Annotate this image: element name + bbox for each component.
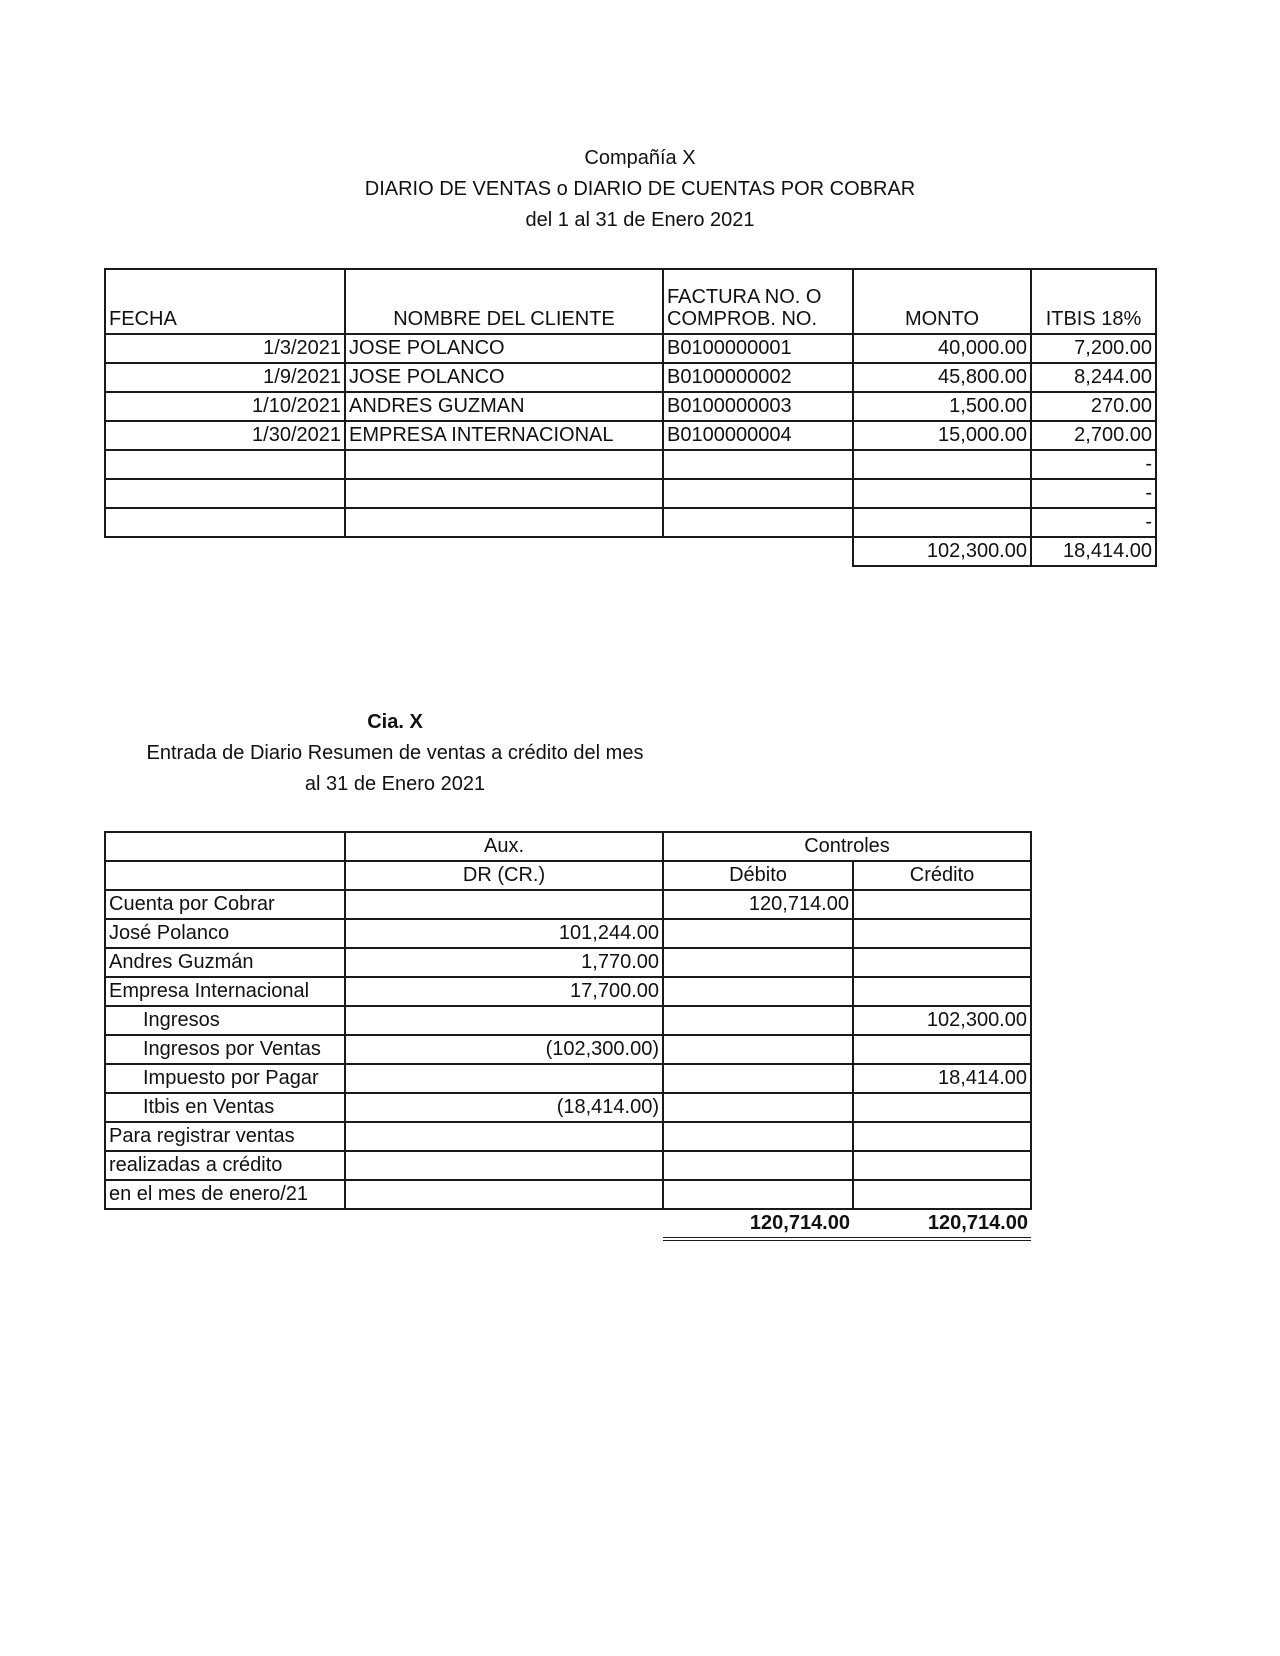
table-row (105, 1093, 1031, 1122)
report1-title: DIARIO DE VENTAS o DIARIO DE CUENTAS POR COBRAR (364, 178, 916, 200)
cell-itbis: 7,200.00 (1031, 334, 1156, 363)
col-header-factura (663, 269, 853, 334)
table-row (105, 421, 1156, 450)
table-row (105, 1122, 1031, 1151)
table-row (105, 1006, 1031, 1035)
cell-monto: 15,000.00 (853, 421, 1031, 450)
cell-debito (663, 919, 853, 948)
cell-cuenta: Ingresos por Ventas (105, 1035, 345, 1064)
sales-totals-row (105, 537, 1156, 566)
cell-credito: 102,300.00 (853, 1006, 1031, 1035)
cell-fecha (105, 508, 345, 537)
cell-aux: 17,700.00 (345, 977, 663, 1006)
cell-cuenta: Cuenta por Cobrar (105, 890, 345, 919)
cell-credito (853, 1093, 1031, 1122)
cell-credito (853, 1035, 1031, 1064)
cell-factura (663, 508, 853, 537)
cell-credito (853, 890, 1031, 919)
cell-itbis: 2,700.00 (1031, 421, 1156, 450)
col-header-factura-line2: COMPROB. NO. (667, 308, 818, 330)
cell-debito (663, 1151, 853, 1180)
cell-fecha: 1/9/2021 (105, 363, 345, 392)
cell-itbis: - (1031, 450, 1156, 479)
col-header-controles: Controles (663, 832, 1031, 861)
report1-period: del 1 al 31 de Enero 2021 (525, 209, 755, 231)
cell-credito (853, 1122, 1031, 1151)
cell-aux (345, 1064, 663, 1093)
cell-cuenta: José Polanco (105, 919, 345, 948)
cell-credito: 18,414.00 (853, 1064, 1031, 1093)
cell-cuenta: Para registrar ventas (105, 1122, 345, 1151)
cell-credito (853, 948, 1031, 977)
table-row (105, 1180, 1031, 1209)
table-row (105, 1151, 1031, 1180)
col-header-itbis: ITBIS 18% (1031, 269, 1156, 334)
cell-fecha (105, 450, 345, 479)
cell-cuenta: Ingresos (105, 1006, 345, 1035)
cell-cuenta: Andres Guzmán (105, 948, 345, 977)
table-row (105, 363, 1156, 392)
col-header-dr-cr: DR (CR.) (345, 861, 663, 890)
cell-cliente: JOSE POLANCO (345, 334, 663, 363)
table-row (105, 450, 1156, 479)
cell-monto (853, 450, 1031, 479)
totals-spacer (105, 1209, 663, 1239)
cell-aux: 101,244.00 (345, 919, 663, 948)
cell-cliente: EMPRESA INTERNACIONAL (345, 421, 663, 450)
total-credito: 120,714.00 (853, 1209, 1031, 1239)
col-header-factura-line1: FACTURA NO. O (667, 286, 822, 308)
cell-credito (853, 919, 1031, 948)
cell-monto: 45,800.00 (853, 363, 1031, 392)
table-row (105, 508, 1156, 537)
cell-debito (663, 1006, 853, 1035)
cell-cuenta: Itbis en Ventas (105, 1093, 345, 1122)
cell-cuenta: Impuesto por Pagar (105, 1064, 345, 1093)
cell-monto: 1,500.00 (853, 392, 1031, 421)
cell-monto: 40,000.00 (853, 334, 1031, 363)
cell-debito: 120,714.00 (663, 890, 853, 919)
cell-aux: (102,300.00) (345, 1035, 663, 1064)
cell-factura (663, 450, 853, 479)
summary-header-row-2 (105, 861, 1031, 890)
report2-period: al 31 de Enero 2021 (304, 773, 486, 795)
col-header-fecha: FECHA (105, 269, 345, 334)
cell-aux (345, 1151, 663, 1180)
cell-itbis: - (1031, 479, 1156, 508)
cell-debito (663, 1180, 853, 1209)
cell-credito (853, 977, 1031, 1006)
cell-fecha: 1/3/2021 (105, 334, 345, 363)
cell-aux (345, 1006, 663, 1035)
cell-debito (663, 1122, 853, 1151)
total-itbis: 18,414.00 (1031, 537, 1156, 566)
sales-journal-table (104, 268, 1157, 567)
report2-company: Cia. X (367, 711, 423, 733)
cell-aux (345, 1122, 663, 1151)
cell-aux (345, 890, 663, 919)
cell-itbis: 270.00 (1031, 392, 1156, 421)
cell-fecha (105, 479, 345, 508)
cell-cuenta: Empresa Internacional (105, 977, 345, 1006)
cell-aux: 1,770.00 (345, 948, 663, 977)
report1-company: Compañía X (584, 147, 696, 169)
table-row (105, 919, 1031, 948)
cell-aux (345, 1180, 663, 1209)
summary-journal-table (104, 831, 1032, 1241)
table-row (105, 392, 1156, 421)
table-row (105, 977, 1031, 1006)
totals-spacer (105, 537, 853, 566)
table-row (105, 1035, 1031, 1064)
sales-header-row (105, 269, 1156, 334)
cell-aux: (18,414.00) (345, 1093, 663, 1122)
cell-credito (853, 1151, 1031, 1180)
cell-debito (663, 1064, 853, 1093)
cell-fecha: 1/10/2021 (105, 392, 345, 421)
col-header-aux: Aux. (345, 832, 663, 861)
cell-credito (853, 1180, 1031, 1209)
header-blank-cell (105, 832, 345, 861)
table-row (105, 1064, 1031, 1093)
total-debito: 120,714.00 (663, 1209, 853, 1239)
cell-cliente: ANDRES GUZMAN (345, 392, 663, 421)
cell-monto (853, 508, 1031, 537)
cell-debito (663, 977, 853, 1006)
summary-header-row-1 (105, 832, 1031, 861)
cell-itbis: 8,244.00 (1031, 363, 1156, 392)
cell-debito (663, 1035, 853, 1064)
total-monto: 102,300.00 (853, 537, 1031, 566)
cell-factura: B0100000001 (663, 334, 853, 363)
table-row (105, 948, 1031, 977)
cell-itbis: - (1031, 508, 1156, 537)
cell-factura (663, 479, 853, 508)
cell-factura: B0100000003 (663, 392, 853, 421)
col-header-debito: Débito (663, 861, 853, 890)
cell-monto (853, 479, 1031, 508)
report2-title: Entrada de Diario Resumen de ventas a crédito del mes (146, 742, 644, 764)
cell-cliente (345, 479, 663, 508)
cell-cliente: JOSE POLANCO (345, 363, 663, 392)
cell-factura: B0100000002 (663, 363, 853, 392)
cell-factura: B0100000004 (663, 421, 853, 450)
col-header-cliente: NOMBRE DEL CLIENTE (345, 269, 663, 334)
col-header-credito: Crédito (853, 861, 1031, 890)
table-row (105, 334, 1156, 363)
col-header-monto: MONTO (853, 269, 1031, 334)
cell-debito (663, 1093, 853, 1122)
cell-fecha: 1/30/2021 (105, 421, 345, 450)
cell-debito (663, 948, 853, 977)
header-blank-cell (105, 861, 345, 890)
table-row (105, 479, 1156, 508)
cell-cuenta: realizadas a crédito (105, 1151, 345, 1180)
table-row (105, 890, 1031, 919)
cell-cliente (345, 450, 663, 479)
summary-totals-row (105, 1209, 1031, 1239)
cell-cliente (345, 508, 663, 537)
cell-cuenta: en el mes de enero/21 (105, 1180, 345, 1209)
